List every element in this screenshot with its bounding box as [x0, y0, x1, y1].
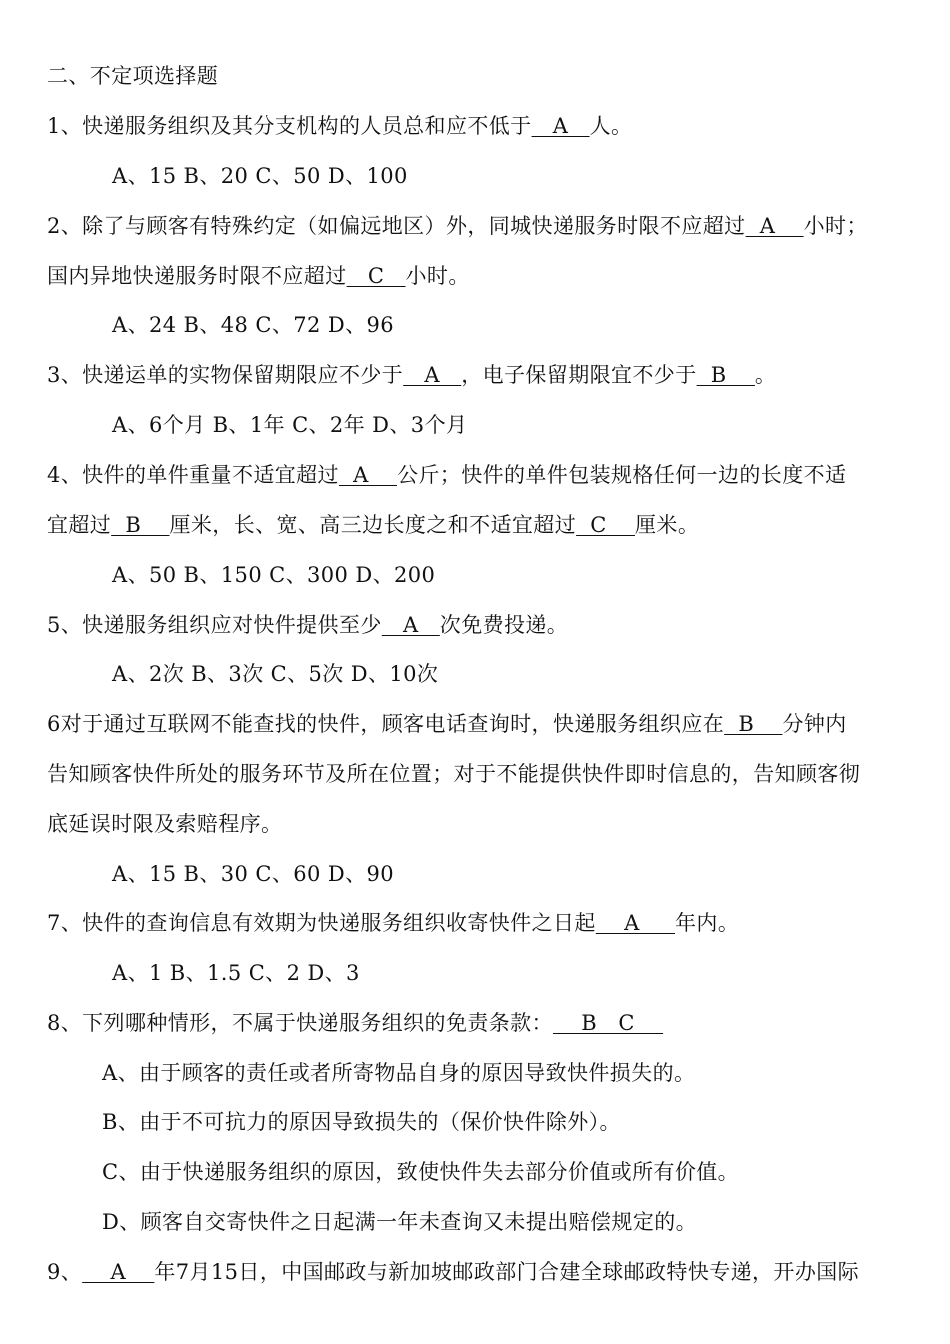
question-3	[47, 361, 776, 389]
question-5	[47, 611, 568, 639]
question-text: 7、快件的查询信息有效期为快递服务组织收寄快件之日起	[47, 911, 596, 935]
answer-blank: B C	[552, 1011, 664, 1035]
question-3-options: A、6个月 B、1年 C、2年 D、3个月	[112, 413, 468, 437]
answer-blank: A	[381, 613, 440, 637]
question-text: ，电子保留期限宜不少于	[461, 363, 697, 387]
question-text: 小时；	[803, 214, 868, 238]
question-6-options: A、15 B、30 C、60 D、90	[112, 862, 395, 886]
question-8-choice-d: D、顾客自交寄快件之日起满一年未查询又未提出赔偿规定的。	[102, 1210, 698, 1234]
question-text: 年内。	[675, 911, 740, 935]
question-2-line-2	[47, 262, 470, 290]
question-text: 3、快递运单的实物保留期限应不少于	[47, 363, 404, 387]
question-2	[47, 212, 868, 240]
question-2-options: A、24 B、48 C、72 D、96	[112, 313, 395, 337]
question-4	[47, 461, 846, 489]
answer-blank: A	[338, 463, 397, 487]
question-text: 厘米，长、宽、高三边长度之和不适宜超过	[169, 513, 577, 537]
question-text: 宜超过	[47, 513, 112, 537]
question-text: 6对于通过互联网不能查找的快件，顾客电话查询时，快递服务组织应在	[47, 712, 725, 736]
question-text: 1、快递服务组织及其分支机构的人员总和应不低于	[47, 114, 532, 138]
answer-blank: A	[745, 214, 804, 238]
question-text: 9、	[47, 1260, 83, 1284]
question-6-line-3: 底延误时限及索赔程序。	[47, 812, 283, 836]
question-text: 公斤；快件的单件包装规格任何一边的长度不适	[397, 463, 847, 487]
question-text: 8、下列哪种情形，不属于快递服务组织的免责条款：	[47, 1011, 553, 1035]
answer-blank: B	[724, 712, 783, 736]
answer-blank: B	[696, 363, 755, 387]
question-8-choice-a: A、由于顾客的责任或者所寄物品自身的原因导致快件损失的。	[102, 1061, 696, 1085]
question-text: 次免费投递。	[439, 613, 569, 637]
question-text: 国内异地快递服务时限不应超过	[47, 264, 347, 288]
question-6-line-2: 告知顾客快件所处的服务环节及所在位置；对于不能提供快件即时信息的，告知顾客彻	[47, 762, 861, 786]
question-text: 人。	[589, 114, 633, 138]
question-4-line-2	[47, 511, 699, 539]
question-text: 5、快递服务组织应对快件提供至少	[47, 613, 382, 637]
question-5-options: A、2次 B、3次 C、5次 D、10次	[112, 662, 439, 686]
answer-blank: B	[111, 513, 170, 537]
question-6	[47, 710, 847, 738]
question-8-choice-c: C、由于快递服务组织的原因，致使快件失去部分价值或所有价值。	[102, 1160, 740, 1184]
question-text: 4、快件的单件重量不适宜超过	[47, 463, 339, 487]
question-7	[47, 909, 739, 937]
question-4-options: A、50 B、150 C、300 D、200	[112, 563, 436, 587]
question-1-options: A、15 B、20 C、50 D、100	[112, 164, 408, 188]
answer-blank: A	[531, 114, 590, 138]
answer-blank: A	[403, 363, 462, 387]
question-text: 2、除了与顾客有特殊约定（如偏远地区）外，同城快递服务时限不应超过	[47, 214, 746, 238]
question-8	[47, 1009, 663, 1037]
question-9	[47, 1258, 859, 1286]
question-text: 年7月15日，中国邮政与新加坡邮政部门合建全球邮政特快专递，开办国际	[154, 1260, 860, 1284]
question-8-choice-b: B、由于不可抗力的原因导致损失的（保价快件除外）。	[102, 1110, 621, 1134]
question-text: 。	[754, 363, 777, 387]
question-7-options: A、1 B、1.5 C、2 D、3	[112, 961, 360, 985]
answer-blank: A	[595, 911, 676, 935]
section-title: 二、不定项选择题	[47, 64, 219, 88]
answer-blank: A	[82, 1260, 155, 1284]
question-text: 厘米。	[635, 513, 700, 537]
answer-blank: C	[576, 513, 636, 537]
question-text: 分钟内	[782, 712, 847, 736]
question-1	[47, 112, 632, 140]
answer-blank: C	[346, 264, 406, 288]
question-text: 小时。	[405, 264, 470, 288]
